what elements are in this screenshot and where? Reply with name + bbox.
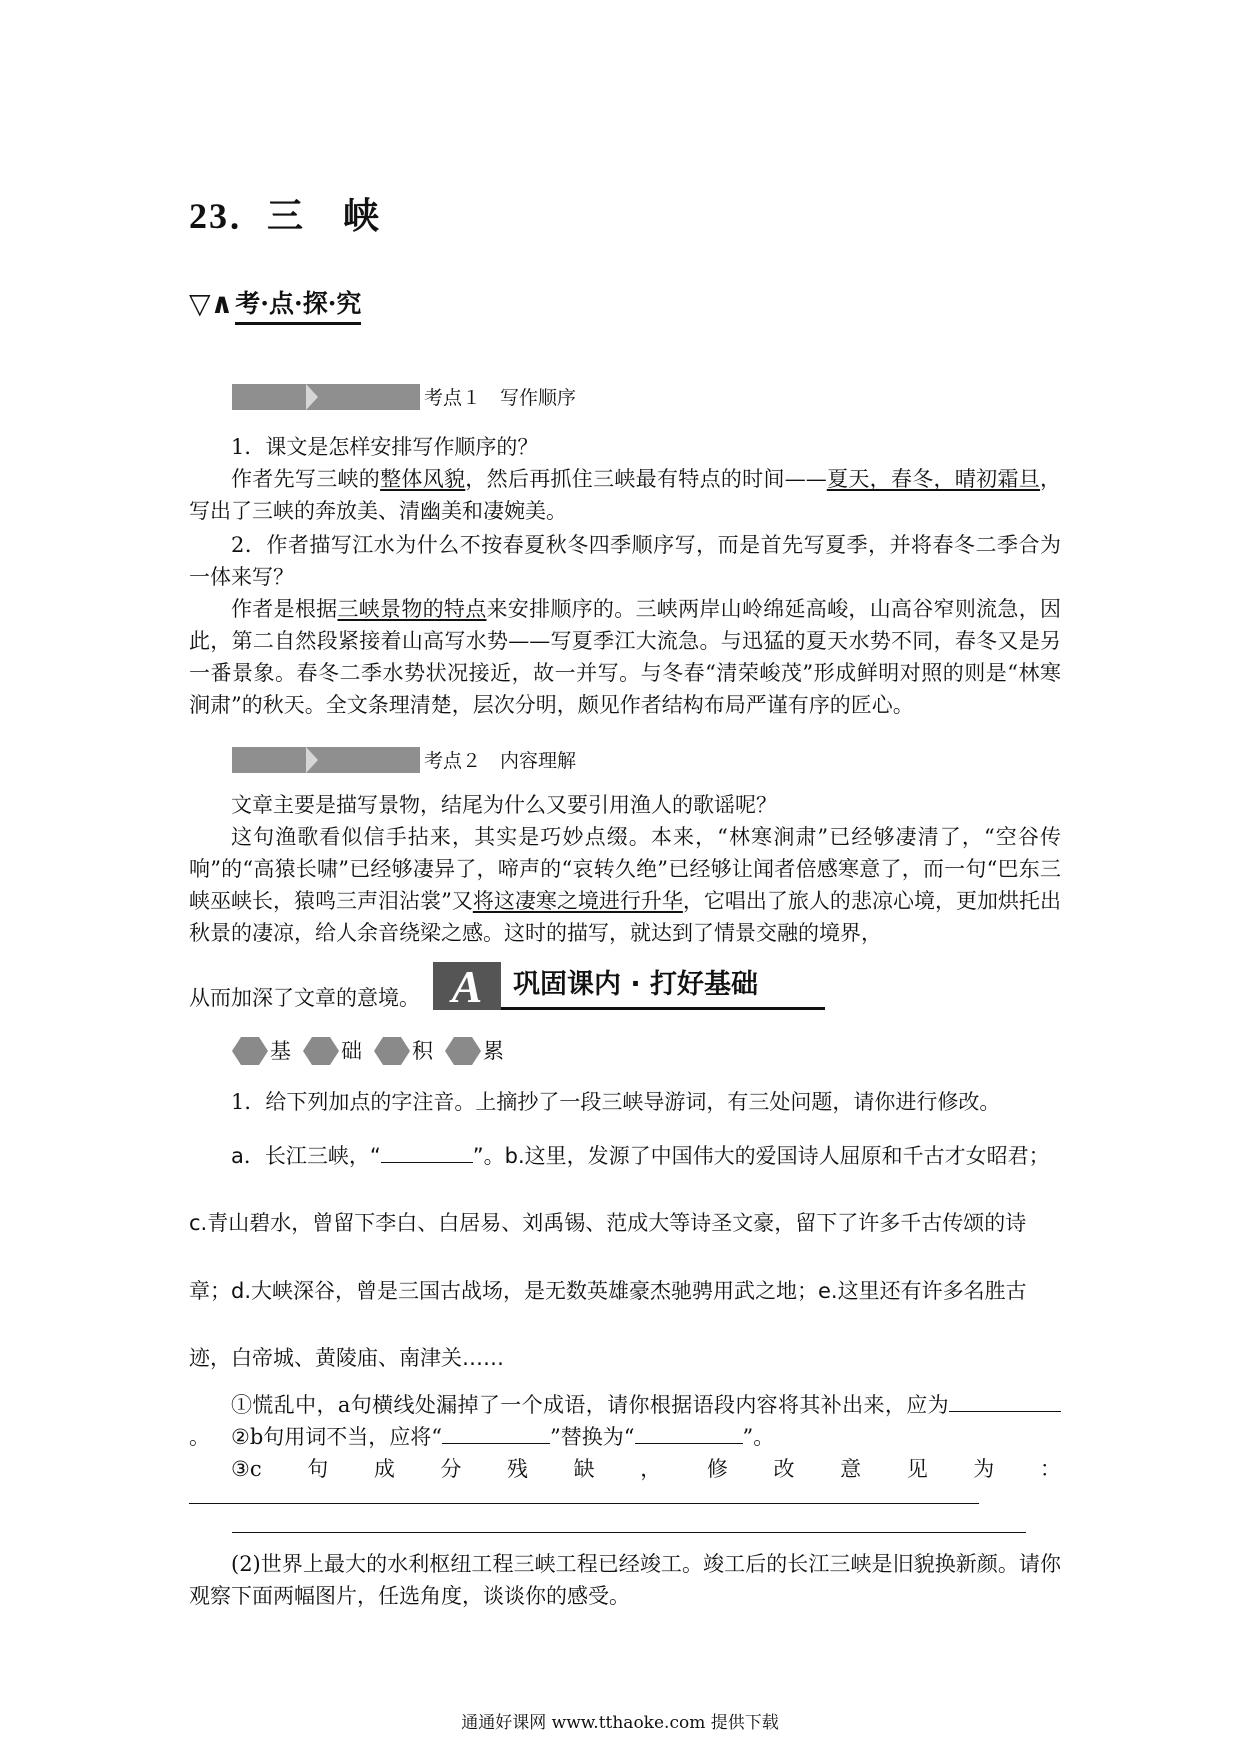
answer-line[interactable] [189, 1503, 979, 1504]
page-footer: 通通好课网 www.tthaoke.com 提供下载 [461, 1713, 779, 1733]
answer-1: 作者先写三峡的整体风貌，然后再抓住三峡最有特点的时间——夏天，春冬，晴初霜旦，写出了三峡的奔放美、清幽美和凄婉美。 [189, 467, 1062, 523]
kaodian-2-header [232, 746, 576, 773]
exercise-1-line-1: a．长江三峡，“ ”。b.这里，发源了中国伟大的爱国诗人屈原和千古才女昭君； [231, 1144, 1050, 1168]
section-banner [433, 961, 825, 1011]
exercise-1-line-3: 章；d.大峡深谷，曾是三国古战场，是无数英雄豪杰驰骋用武之地；e.这里还有许多名胜古 [189, 1279, 1027, 1303]
answer-blank[interactable] [381, 1162, 473, 1163]
chevron-icon [306, 384, 318, 410]
sub-question-3: ③c 句 成 分 残 缺 ， 修 改 意 见 为 ： [231, 1457, 1061, 1481]
exercise-1-line-4: 迹，白帝城、黄陵庙、南津关…… [189, 1346, 504, 1370]
section-header [189, 286, 361, 322]
hexagon-icon [232, 1037, 268, 1065]
sub-question-1: ①慌乱中，a句横线处漏掉了一个成语，请你根据语段内容将其补出来，应为。 [189, 1389, 1061, 1453]
triangle-icon: ▽∧ [189, 287, 234, 320]
hexagon-icon [445, 1037, 481, 1065]
sub-question-2: ②b句用词不当，应将“ ”替换为“ ”。 [231, 1425, 775, 1449]
kaodian-bar [232, 384, 420, 410]
section-label: 考·点·探·究 [235, 284, 361, 325]
kaodian-2-answer: 这句渔歌看似信手拈来，其实是巧妙点缀。本来，“林寒涧肃”已经够凄清了，“空谷传响”的“高猿长啸”已经够凄异了，啼声的“哀转久绝”已经够让闻者倍感寒意了，而一句“巴东三峡巫峡长，猿鸣三声泪沾裳”又将这凄寒之境进行升华，它唱出了旅人的悲凉心境，更加烘托出秋景的凄凉，给人余音绕梁之感。这时的描写，就达到了情景交融的境界， [189, 825, 1061, 945]
banner-letter: A [433, 962, 501, 1010]
question-1: 1．课文是怎样安排写作顺序的？ [231, 435, 539, 459]
answer-2: 作者是根据三峡景物的特点来安排顺序的。三峡两岸山岭绵延高峻，山高谷窄则流急，因此，第二自然段紧接着山高写水势——写夏季江大流急。与迅猛的夏天水势不同，春冬又是另一番景象。春冬二季水势状况接近，故一并写。与冬春“清荣峻茂”形成鲜明对照的则是“林寒涧肃”的秋天。全文条理清楚，层次分明，颇见作者结构布局严谨有序的匠心。 [189, 597, 1062, 717]
chevron-icon [306, 747, 318, 773]
answer-blank[interactable] [949, 1411, 1061, 1412]
hexagon-icon [303, 1037, 339, 1065]
exercise-1-line-2: c.青山碧水，曾留下李白、白居易、刘禹锡、范成大等诗圣文豪，留下了许多千古传颂的诗 [189, 1211, 1027, 1235]
question-2: 2．作者描写江水为什么不按春夏秋冬四季顺序写，而是首先写夏季，并将春冬二季合为一体来写？ [189, 533, 1061, 589]
page-title: 23．三 峡 [189, 196, 382, 236]
answer-line[interactable] [232, 1532, 1026, 1533]
kaodian-bar [232, 747, 420, 773]
kaodian-1-header [232, 383, 576, 410]
exercise-1-question: 1．给下列加点的字注音。上摘抄了一段三峡导游词，有三处问题，请你进行修改。 [231, 1090, 1001, 1114]
banner-text: 巩固课内 · 打好基础 [501, 963, 825, 1010]
hexagon-icon [374, 1037, 410, 1065]
exercise-2: (2)世界上最大的水利枢纽工程三峡工程已经竣工。竣工后的长江三峡是旧貌换新颜。请你观察下面两幅图片，任选角度，谈谈你的感受。 [189, 1552, 1061, 1608]
answer-blank[interactable] [442, 1443, 550, 1444]
jichu-jilei-header: 基 础 积 累 [232, 1035, 516, 1065]
kaodian-2-title: 考点２ 内容理解 [424, 750, 577, 772]
kaodian-2-answer-end: 从而加深了文章的意境。 [189, 986, 420, 1010]
kaodian-1-title: 考点１ 写作顺序 [424, 387, 577, 409]
kaodian-2-question: 文章主要是描写景物，结尾为什么又要引用渔人的歌谣呢？ [231, 793, 777, 817]
answer-blank[interactable] [635, 1443, 743, 1444]
